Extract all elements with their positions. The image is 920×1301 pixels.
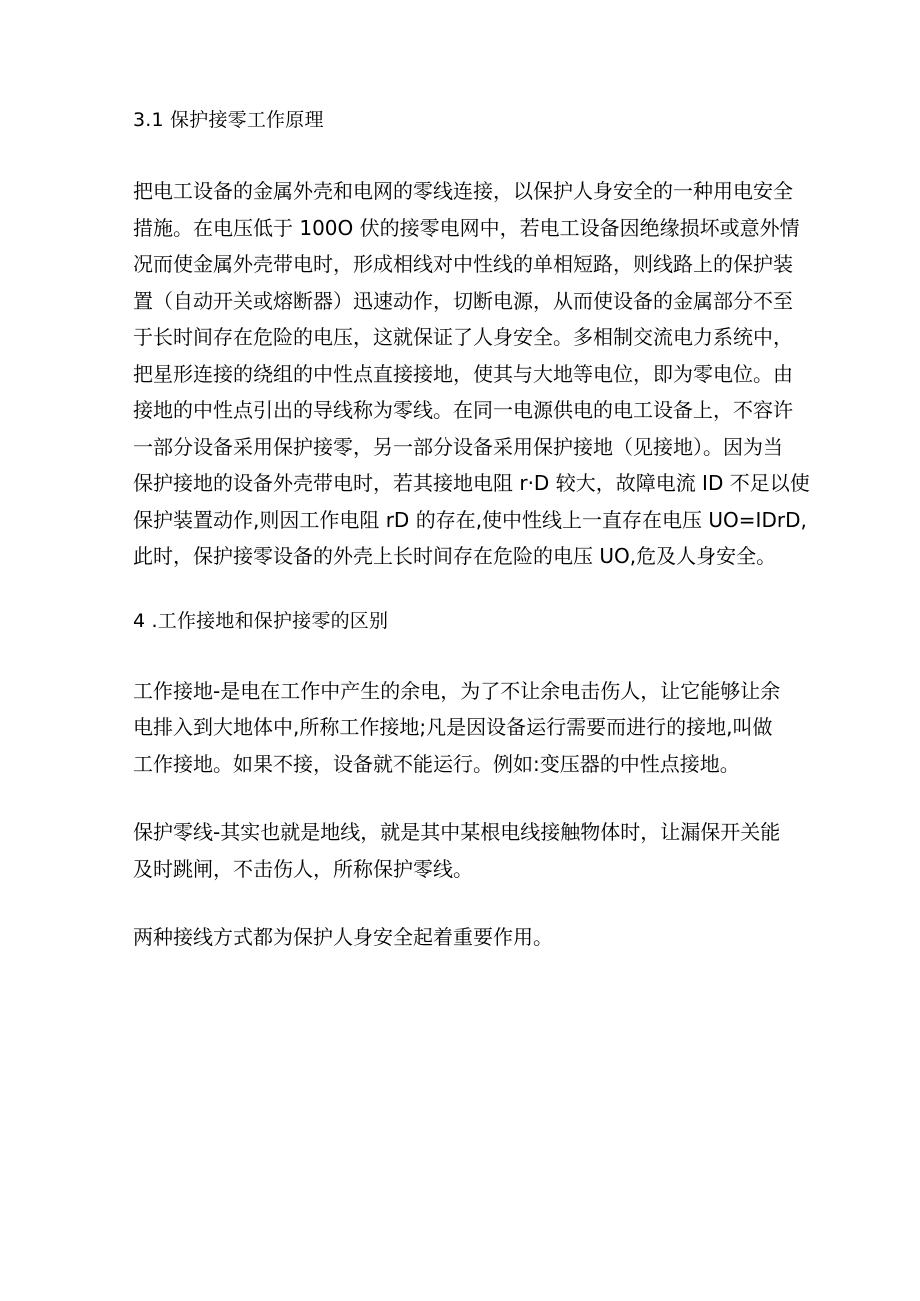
- paragraph-line: 及时跳闸，不击伤人，所称保护零线。: [133, 856, 473, 881]
- paragraph-line: 把电工设备的金属外壳和电网的零线连接，以保护人身安全的一种用电安全: [133, 179, 793, 203]
- paragraph-line: 此时，保护接零设备的外壳上长时间存在危险的电压 UO,危及人身安全。: [133, 544, 777, 568]
- document-content: [133, 104, 810, 956]
- section-4-heading: 4 .工作接地和保护接零的区别: [133, 609, 389, 632]
- paragraph-line: 一部分设备采用保护接零，另一部分设备采用保护接地（见接地）。因为当: [133, 434, 783, 459]
- paragraph-line: 措施。在电压低于 100O 伏的接零电网中，若电工设备因绝缘损坏或意外情: [133, 215, 800, 240]
- work-grounding-paragraph: [133, 673, 803, 783]
- paragraph-line: 接地的中性点引出的导线称为零线。在同一电源供电的电工设备上，不容许: [133, 398, 793, 422]
- paragraph-line: 把星形连接的绕组的中性点直接接地，使其与大地等电位，即为零电位。由: [133, 361, 793, 386]
- conclusion-paragraph: [133, 919, 803, 956]
- paragraph-line: 况而使金属外壳带电时，形成相线对中性线的单相短路，则线路上的保护装: [133, 252, 793, 276]
- paragraph-line: 保护接地的设备外壳带电时，若其接地电阻 r·D 较大，故障电流 ID 不足以使: [133, 471, 810, 495]
- paragraph-line: 置（自动开关或熔断器）迅速动作，切断电源，从而使设备的金属部分不至: [133, 288, 793, 313]
- section-3-1-heading: 3.1 保护接零工作原理: [133, 109, 324, 131]
- paragraph-line: 保护零线-其实也就是地线，就是其中某根电线接触物体时，让漏保开关能: [133, 820, 781, 844]
- paragraph-line: 工作接地。如果不接，设备就不能运行。例如:变压器的中性点接地。: [133, 751, 740, 776]
- paragraph-line: 保护装置动作,则因工作电阻 rD 的存在,使中性线上一直存在电压 UO=IDrD,: [133, 507, 807, 532]
- protective-neutral-paragraph: [133, 814, 803, 887]
- paragraph-line: 两种接线方式都为保护人身安全起着重要作用。: [133, 925, 553, 949]
- paragraph-line: 工作接地-是电在工作中产生的余电，为了不让余电击伤人，让它能够让余: [133, 678, 781, 703]
- paragraph-line: 于长时间存在危险的电压，这就保证了人身安全。多相制交流电力系统中，: [133, 325, 793, 349]
- section-3-1-paragraph: [133, 173, 810, 575]
- paragraph-line: 电排入到大地体中,所称工作接地;凡是因设备运行需要而进行的接地,叫做: [133, 715, 773, 739]
